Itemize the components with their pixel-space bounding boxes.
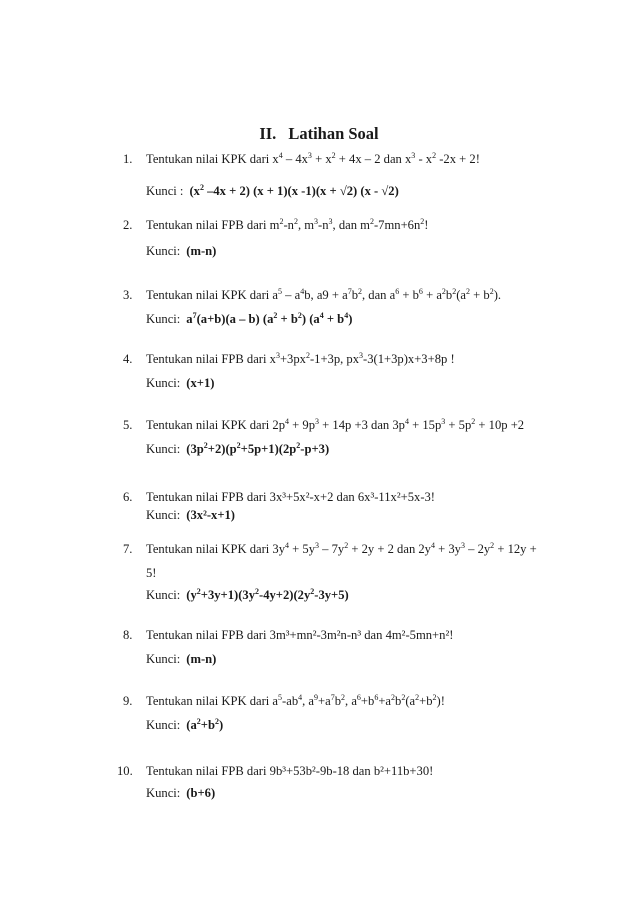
question-number: 2. (123, 218, 133, 232)
section-number: II. (259, 124, 277, 143)
answer-key-value: $a^7(a+b)(a - b) (a^2 + b^2) (a^4 + b^4)$ (186, 311, 353, 326)
answer-key-value: (m-n) (186, 244, 217, 258)
answer-key-label: Kunci: (146, 442, 181, 456)
question-text: Tentukan nilai FPB dari 3m³+mn²-3m²n-n³ dan 4m²-5mn+n²! (146, 628, 454, 642)
answer-key-label: Kunci: (146, 652, 181, 666)
answer-key-value: ($x^2$ –4x + 2) (x + 1)(x -1)(x + √2) (x - √2) (189, 183, 399, 198)
question-text: Tentukan nilai KPK dari $3y^4 + 5y^3 - 7y^2 + 2y + 2$ dan $2y^4 + 3y^3 - 2y^2 + 12y$ + (146, 541, 537, 556)
section-heading: Latihan Soal (288, 124, 379, 143)
answer-key-value: $(a^2+b^2)$ (186, 717, 224, 732)
answer-key-label: Kunci: (146, 508, 181, 522)
answer-key-value: $(3p^2+2)(p^2+5p+1)(2p^2-p+3)$ (186, 441, 330, 456)
answer-key-value: (x+1) (186, 376, 215, 390)
question-text: Tentukan nilai FPB dari 3x³+5x²-x+2 dan 6x³-11x²+5x-3! (146, 490, 435, 504)
section-title (0, 124, 638, 144)
answer-key-label: Kunci : (146, 184, 184, 198)
answer-key-label: Kunci: (146, 244, 181, 258)
question-number: 9. (123, 694, 133, 708)
answer-key-label: Kunci: (146, 312, 181, 326)
question-number: 6. (123, 490, 133, 504)
answer-key-value: (3x²-x+1) (186, 508, 236, 522)
question-number: 10. (117, 764, 133, 778)
answer-key-label: Kunci: (146, 588, 181, 602)
answer-key-value: (m-n) (186, 652, 217, 666)
answer-key (146, 588, 349, 603)
question-number: 7. (123, 542, 133, 556)
question-text-continuation: 5! (146, 566, 157, 580)
answer-key (146, 442, 329, 457)
question-number: 8. (123, 628, 133, 642)
answer-key (146, 786, 215, 801)
answer-key (146, 244, 216, 259)
question-text: Tentukan nilai FPB dari $x^3+3px^2-1+3p$, $px^3-3(1+3p)x+3+8p$ ! (146, 351, 455, 366)
answer-key-value: (b+6) (186, 786, 216, 800)
answer-key-label: Kunci: (146, 376, 181, 390)
question-text: Tentukan nilai FPB dari 9b³+53b²-9b-18 dan b²+11b+30! (146, 764, 434, 778)
question-number: 5. (123, 418, 133, 432)
answer-key (146, 652, 216, 667)
question-text: Tentukan nilai KPK dari $2p^4 + 9p^3 + 14p +3$ dan $3p^4 + 15p^3 + 5p^2 + 10p +2$ (146, 417, 525, 432)
question-number: 3. (123, 288, 133, 302)
question-text: Tentukan nilai KPK dari $a^5 - a^4b$, $a9 + a^7b^2$, dan $a^6 + b^6 + a^2b^2(a^2 + b^2)$. (146, 287, 502, 302)
question-number: 1. (123, 152, 133, 166)
answer-key-label: Kunci: (146, 786, 181, 800)
question-text: Tentukan nilai KPK dari $x^4 - 4x^3 + x^2 + 4x - 2$ dan $x^3 - x^2$ -2x + 2! (146, 151, 480, 166)
answer-key (146, 376, 214, 391)
question-text: Tentukan nilai KPK dari $a^5-ab^4$, $a^9+a^7b^2$, $a^6+b^6+a^2b^2(a^2+b^2)$! (146, 693, 445, 708)
answer-key-label: Kunci: (146, 718, 181, 732)
answer-key (146, 508, 235, 523)
answer-key-value: $(y^2+3y+1)(3y^2-4y+2)(2y^2-3y+5)$ (186, 587, 349, 602)
question-text: Tentukan nilai FPB dari $m^2-n^2$, $m^3-n^3$, dan $m^2-7mn+6n^2$! (146, 217, 429, 232)
answer-key (146, 312, 352, 327)
answer-key (146, 718, 223, 733)
question-number: 4. (123, 352, 133, 366)
answer-key (146, 184, 399, 199)
